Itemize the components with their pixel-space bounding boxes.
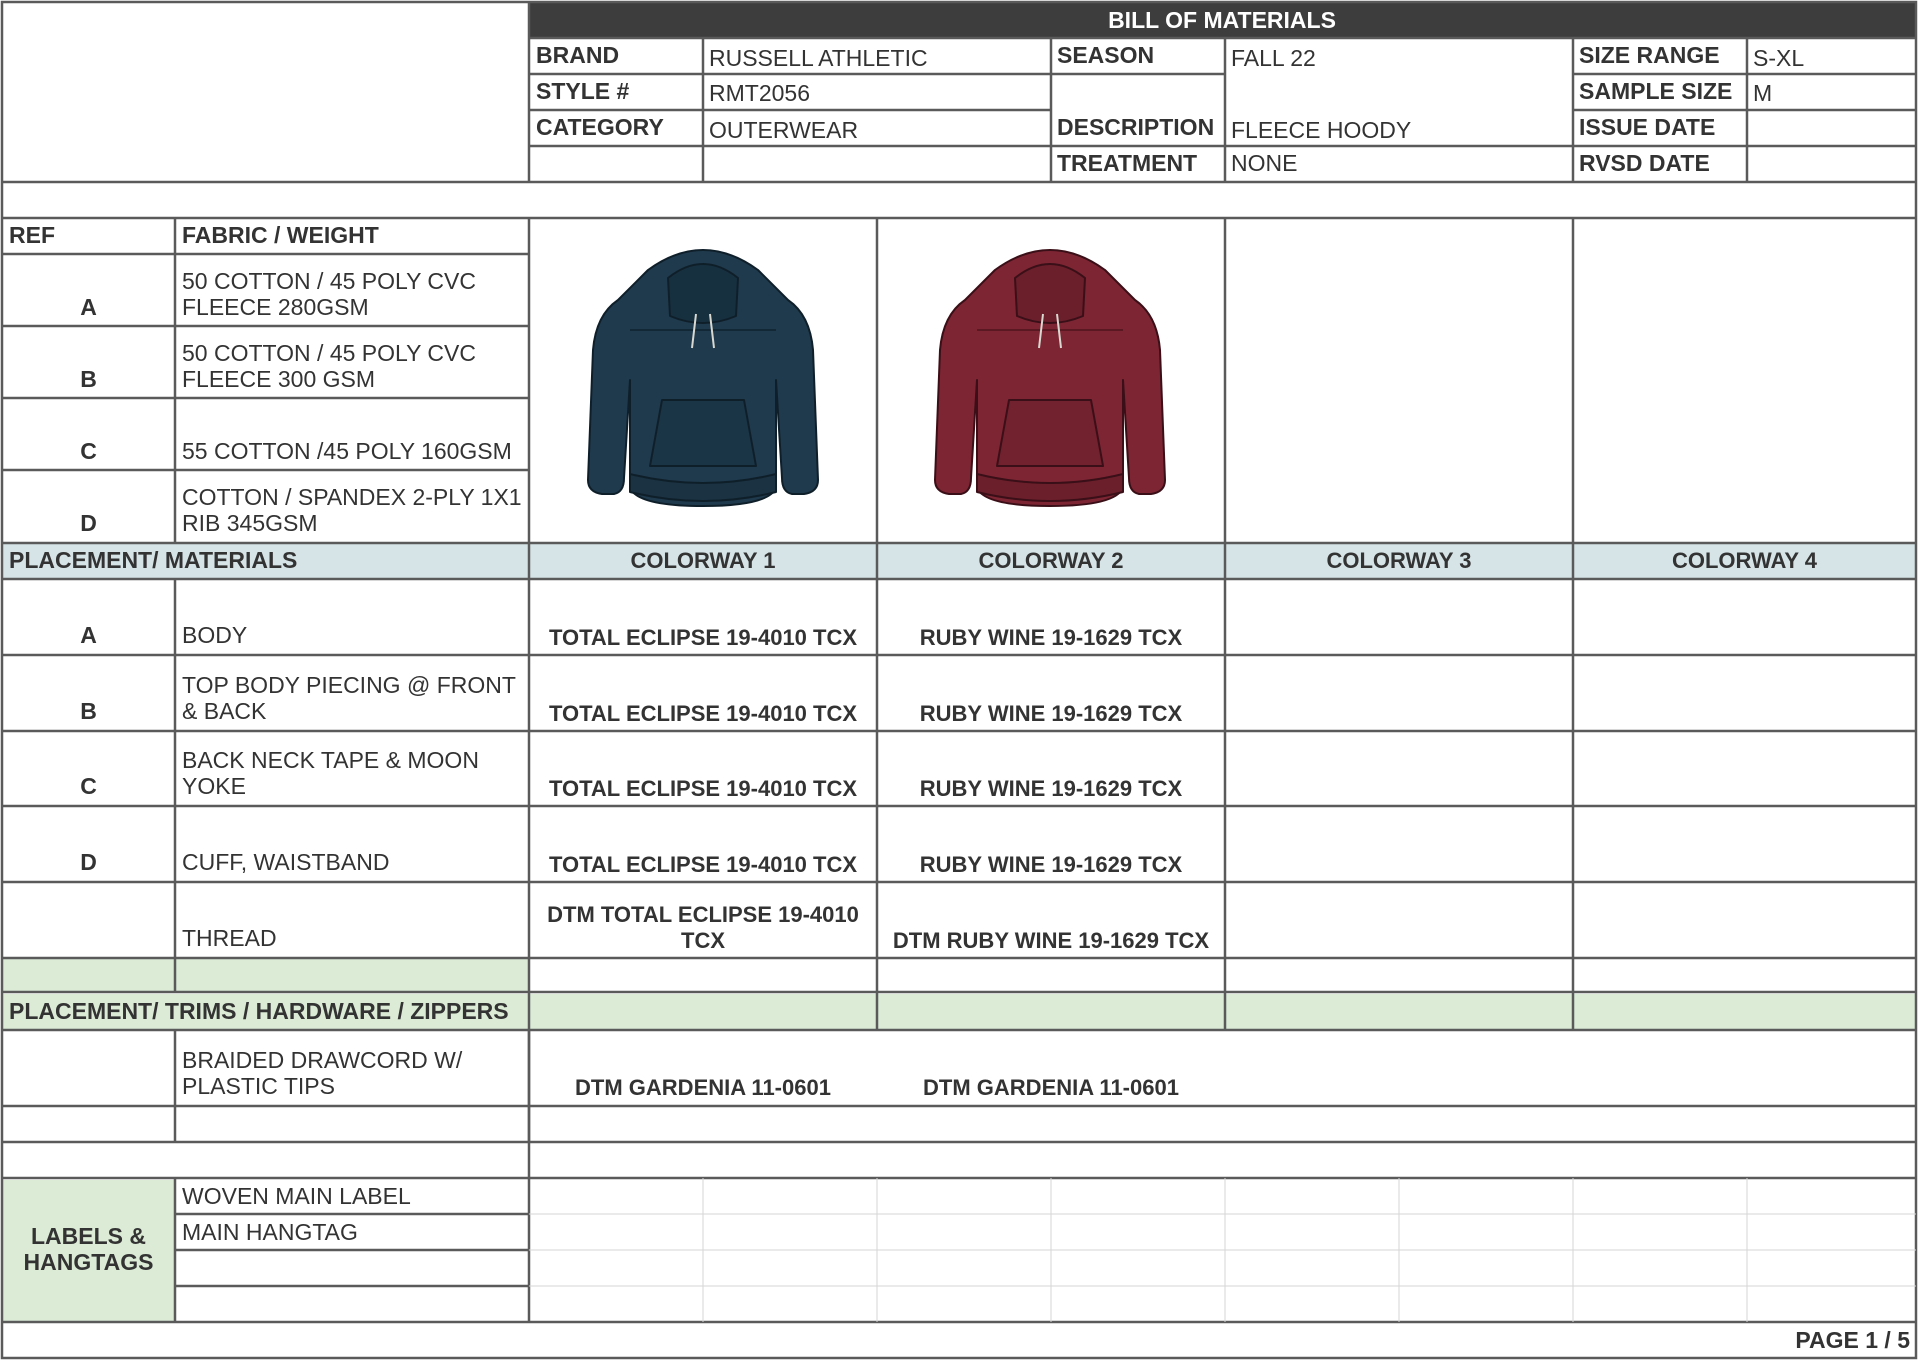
colorway-2-value[interactable]: DTM RUBY WINE 19-1629 TCX bbox=[892, 928, 1210, 953]
category-label: CATEGORY bbox=[536, 114, 664, 140]
material-ref: D bbox=[80, 849, 97, 875]
colorway-2-value[interactable]: RUBY WINE 19-1629 TCX bbox=[919, 852, 1183, 877]
fabric-description: 55 COTTON /45 POLY 160GSM bbox=[182, 438, 512, 464]
material-ref: A bbox=[80, 622, 97, 648]
colorway-1-value[interactable]: TOTAL ECLIPSE 19-4010 TCX bbox=[548, 625, 858, 650]
fabric-ref: D bbox=[80, 510, 97, 536]
size-range-label: SIZE RANGE bbox=[1579, 42, 1720, 68]
materials-section-label: PLACEMENT/ MATERIALS bbox=[9, 547, 298, 573]
treatment-value[interactable]: NONE bbox=[1231, 150, 1298, 176]
ref-column-header: REF bbox=[9, 222, 55, 248]
trim-placement: BRAIDED DRAWCORD W/ PLASTIC TIPS bbox=[182, 1047, 463, 1099]
fabric-column-header: FABRIC / WEIGHT bbox=[182, 222, 379, 248]
material-placement: CUFF, WAISTBAND bbox=[182, 849, 390, 875]
rvsd-date-label: RVSD DATE bbox=[1579, 150, 1710, 176]
sample-size-value[interactable]: M bbox=[1753, 80, 1773, 106]
style-value[interactable]: RMT2056 bbox=[709, 80, 810, 106]
material-ref: B bbox=[80, 698, 97, 724]
fabric-ref: B bbox=[80, 366, 97, 392]
material-placement: THREAD bbox=[182, 925, 277, 951]
brand-label: BRAND bbox=[536, 42, 620, 68]
treatment-label: TREATMENT bbox=[1057, 150, 1198, 176]
issue-date-label: ISSUE DATE bbox=[1579, 114, 1716, 140]
label-item: WOVEN MAIN LABEL bbox=[182, 1183, 411, 1209]
season-value[interactable]: FALL 22 bbox=[1231, 45, 1316, 71]
colorway-1-value[interactable]: TOTAL ECLIPSE 19-4010 TCX bbox=[548, 852, 858, 877]
season-label: SEASON bbox=[1057, 42, 1155, 68]
trim-colorway-2-value[interactable]: DTM GARDENIA 11-0601 bbox=[923, 1075, 1179, 1100]
hoodie-red-sketch bbox=[925, 230, 1175, 530]
fabric-description: COTTON / SPANDEX 2-PLY 1X1 RIB 345GSM bbox=[182, 484, 522, 536]
colorway-2-value[interactable]: RUBY WINE 19-1629 TCX bbox=[919, 776, 1183, 801]
fabric-description: 50 COTTON / 45 POLY CVC FLEECE 280GSM bbox=[182, 268, 476, 320]
page-number: PAGE 1 / 5 bbox=[1795, 1327, 1910, 1353]
material-placement: TOP BODY PIECING @ FRONT & BACK bbox=[182, 672, 516, 724]
colorway-1-value[interactable]: TOTAL ECLIPSE 19-4010 TCX bbox=[548, 701, 858, 726]
fabric-ref: A bbox=[80, 294, 97, 320]
bom-title: BILL OF MATERIALS bbox=[528, 2, 1916, 38]
colorway-2-value[interactable]: RUBY WINE 19-1629 TCX bbox=[919, 701, 1183, 726]
labels-section-label: LABELS & HANGTAGS bbox=[23, 1223, 154, 1275]
description-label: DESCRIPTION bbox=[1057, 114, 1215, 140]
style-label: STYLE # bbox=[536, 78, 630, 104]
hoodie-navy-sketch bbox=[578, 230, 828, 530]
description-value[interactable]: FLEECE HOODY bbox=[1231, 117, 1412, 143]
material-placement: BACK NECK TAPE & MOON YOKE bbox=[182, 747, 479, 799]
colorway-2-value[interactable]: RUBY WINE 19-1629 TCX bbox=[919, 625, 1183, 650]
trims-section-label: PLACEMENT/ TRIMS / HARDWARE / ZIPPERS bbox=[9, 998, 509, 1024]
colorway-1-value[interactable]: DTM TOTAL ECLIPSE 19-4010 TCX bbox=[547, 902, 859, 953]
colorway-3-header: COLORWAY 3 bbox=[1326, 548, 1472, 573]
colorway-1-value[interactable]: TOTAL ECLIPSE 19-4010 TCX bbox=[548, 776, 858, 801]
brand-value[interactable]: RUSSELL ATHLETIC bbox=[709, 45, 928, 71]
label-item: MAIN HANGTAG bbox=[182, 1219, 358, 1245]
material-ref: C bbox=[80, 773, 97, 799]
fabric-description: 50 COTTON / 45 POLY CVC FLEECE 300 GSM bbox=[182, 340, 476, 392]
sample-size-label: SAMPLE SIZE bbox=[1579, 78, 1733, 104]
trim-colorway-1-value[interactable]: DTM GARDENIA 11-0601 bbox=[575, 1075, 831, 1100]
size-range-value[interactable]: S-XL bbox=[1753, 45, 1805, 71]
material-placement: BODY bbox=[182, 622, 248, 648]
colorway-4-header: COLORWAY 4 bbox=[1671, 548, 1818, 573]
category-value[interactable]: OUTERWEAR bbox=[709, 117, 859, 143]
colorway-1-header: COLORWAY 1 bbox=[630, 548, 776, 573]
fabric-ref: C bbox=[80, 438, 97, 464]
colorway-2-header: COLORWAY 2 bbox=[978, 548, 1124, 573]
